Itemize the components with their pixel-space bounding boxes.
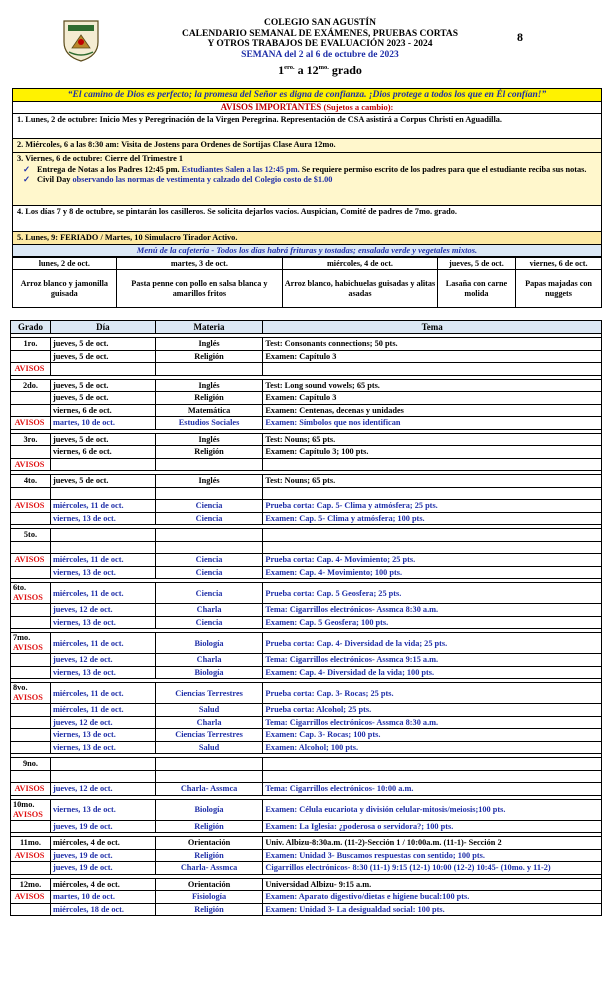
day-cell: jueves, 5 de oct.: [50, 392, 155, 405]
topic-cell: [263, 458, 602, 471]
aviso-item-3: [12, 153, 602, 206]
grade-cell-empty: [11, 654, 51, 667]
day-cell: jueves, 5 de oct.: [50, 475, 155, 488]
table-row: [11, 729, 602, 742]
topic-cell: Prueba corta: Cap. 5- Clima y atmósfera; 25 pts.: [263, 500, 602, 513]
topic-cell: Examen: Célula eucariota y división celular-mitosis/meiosis;100 pts.: [263, 799, 602, 820]
table-row: [11, 666, 602, 679]
day-cell: viernes, 13 de oct.: [50, 512, 155, 525]
aviso-item-1: 1. Lunes, 2 de octubre: Inicio Mes y Peregrinación de la Virgen Peregrina. Representación de CSA asistirá a Corpus Christi en Aguadilla.: [12, 114, 602, 139]
subject-cell: Inglés: [155, 433, 263, 446]
table-row: [11, 487, 602, 500]
grade-cell-empty: [11, 541, 51, 554]
grade-cell-empty: [11, 404, 51, 417]
grade-cell-empty: [11, 604, 51, 617]
subject-cell: [155, 487, 263, 500]
grade-cell: 6to. AVISOS: [11, 583, 51, 604]
subject-cell: Matemática: [155, 404, 263, 417]
avisos-label: AVISOS: [13, 809, 43, 819]
topic-cell: Examen: Alcohol; 100 pts.: [263, 741, 602, 754]
day-cell: viernes, 13 de oct.: [50, 616, 155, 629]
table-row: [11, 566, 602, 579]
aviso-item-3-bullet-1: ✓ Entrega de Notas a los Padres 12:45 pm. Estudiantes Salen a las 12:45 pm. Se requiere permiso escrito de los padres para que el estudiante reciba sus notas.: [23, 164, 587, 174]
avisos-label: AVISOS: [11, 363, 51, 376]
subject-cell: Ciencia: [155, 554, 263, 567]
schedule-body: [11, 334, 602, 916]
avisos-label: AVISOS: [11, 500, 51, 513]
grade-cell-empty: [11, 350, 51, 363]
header-line-3: Y OTROS TRABAJOS DE EVALUACIÓN 2023 - 2024: [207, 39, 433, 49]
avisos-label: AVISOS: [11, 783, 51, 796]
topic-cell: Examen: Cap. 4- Movimiento; 100 pts.: [263, 566, 602, 579]
topic-cell: Prueba corta: Cap. 3- Rocas; 25 pts.: [263, 683, 602, 704]
grade-cell: 8vo. AVISOS: [11, 683, 51, 704]
topic-cell: Examen: Cap. 5 Geosfera; 100 pts.: [263, 616, 602, 629]
day-cell: miércoles, 11 de oct.: [50, 500, 155, 513]
subject-cell: Religión: [155, 820, 263, 833]
topic-cell: Prueba corta: Cap. 5 Geosfera; 25 pts.: [263, 583, 602, 604]
day-cell: viernes, 13 de oct.: [50, 729, 155, 742]
grade-cell: 12mo.: [11, 878, 51, 891]
subject-cell: Ciencias Terrestres: [155, 683, 263, 704]
grade-cell-empty: [11, 666, 51, 679]
table-row: [11, 903, 602, 916]
day-cell: miércoles, 4 de oct.: [50, 837, 155, 850]
grade-range: $1^{ero.}$ a $12^{mo.}$ grado: [278, 63, 362, 77]
day-cell: miércoles, 4 de oct.: [50, 878, 155, 891]
col-header-grado: Grado: [11, 321, 51, 334]
subject-cell: [155, 363, 263, 376]
day-cell: [50, 363, 155, 376]
grade-cell-empty: [11, 716, 51, 729]
grade-cell-empty: [11, 741, 51, 754]
document-header: [120, 18, 520, 76]
avisos-label: AVISOS: [11, 891, 51, 904]
topic-cell: Test: Nouns; 65 pts.: [263, 433, 602, 446]
week-range: SEMANA del 2 al 6 de octubre de 2023: [241, 49, 399, 60]
subject-cell: Estudios Sociales: [155, 417, 263, 430]
subject-cell: Charla- Assmca: [155, 862, 263, 875]
subject-cell: [155, 541, 263, 554]
table-row: [11, 475, 602, 488]
avisos-label: AVISOS: [13, 693, 43, 702]
grade-cell: 2do.: [11, 379, 51, 392]
topic-cell: Examen: Capítulo 3; 100 pts.: [263, 446, 602, 459]
grade-cell: 4to.: [11, 475, 51, 488]
subject-cell: Charla- Assmca: [155, 783, 263, 796]
topic-cell: Test: Nouns; 65 pts.: [263, 475, 602, 488]
topic-cell: [263, 770, 602, 783]
avisos-label: AVISOS: [11, 849, 51, 862]
motto-banner: “El camino de Dios es perfecto; la promesa del Señor es digna de confianza. ¡Dios protege a todos los que en Él confían!”: [12, 88, 602, 102]
grade-cell-empty: [11, 704, 51, 717]
topic-cell: [263, 487, 602, 500]
subject-cell: Orientación: [155, 878, 263, 891]
day-cell: miércoles, 11 de oct.: [50, 583, 155, 604]
day-cell: miércoles, 11 de oct.: [50, 554, 155, 567]
table-row: [11, 837, 602, 850]
col-header-dia: Día: [50, 321, 155, 334]
grade-cell-empty: [11, 729, 51, 742]
grade-cell: 7mo. AVISOS: [11, 633, 51, 654]
subject-cell: Religión: [155, 446, 263, 459]
topic-cell: [263, 541, 602, 554]
topic-cell: Examen: Unidad 3- La desigualdad social: 100 pts.: [263, 903, 602, 916]
avisos-label: AVISOS: [11, 417, 51, 430]
menu-day: jueves, 5 de oct.: [437, 258, 515, 270]
subject-cell: [155, 529, 263, 542]
subject-cell: Inglés: [155, 475, 263, 488]
subject-cell: Biología: [155, 666, 263, 679]
day-cell: jueves, 19 de oct.: [50, 820, 155, 833]
avisos-label: AVISOS: [11, 554, 51, 567]
topic-cell: Prueba corta: Cap. 4- Diversidad de la vida; 25 pts.: [263, 633, 602, 654]
subject-cell: Religión: [155, 350, 263, 363]
subject-cell: [155, 458, 263, 471]
subject-cell: Religión: [155, 903, 263, 916]
table-row: [11, 878, 602, 891]
table-row: [11, 716, 602, 729]
day-cell: jueves, 12 de oct.: [50, 783, 155, 796]
grade-cell-empty: [11, 512, 51, 525]
topic-cell: [263, 758, 602, 771]
table-row: [11, 633, 602, 654]
topic-cell: Prueba corta: Cap. 4- Movimiento; 25 pts.: [263, 554, 602, 567]
day-cell: jueves, 5 de oct.: [50, 338, 155, 351]
day-cell: [50, 529, 155, 542]
subject-cell: Ciencia: [155, 512, 263, 525]
menu-day: miércoles, 4 de oct.: [283, 258, 438, 270]
table-row: [11, 604, 602, 617]
day-cell: martes, 10 de oct.: [50, 417, 155, 430]
table-row: [11, 583, 602, 604]
menu-day: martes, 3 de oct.: [116, 258, 283, 270]
subject-cell: Ciencia: [155, 500, 263, 513]
school-name: COLEGIO SAN AGUSTÍN: [264, 18, 376, 28]
subject-cell: Biología: [155, 633, 263, 654]
table-row: [11, 458, 602, 471]
topic-cell: Test: Long sound vowels; 65 pts.: [263, 379, 602, 392]
day-cell: jueves, 19 de oct.: [50, 849, 155, 862]
day-cell: [50, 758, 155, 771]
subject-cell: Salud: [155, 741, 263, 754]
grade-cell-empty: [11, 566, 51, 579]
table-row: [11, 529, 602, 542]
school-crest-icon: [60, 18, 102, 62]
table-row: [11, 704, 602, 717]
grade-cell-empty: [11, 392, 51, 405]
menu-food: Papas majadas con nuggets: [516, 270, 602, 308]
day-cell: viernes, 6 de oct.: [50, 404, 155, 417]
day-cell: jueves, 12 de oct.: [50, 716, 155, 729]
subject-cell: Fisiología: [155, 891, 263, 904]
table-row: [11, 654, 602, 667]
topic-cell: Cigarrillos electrónicos- 8:30 (11-1) 9:15 (12-1) 10:00 (12-2) 10:45- (10mo. y 11-2): [263, 862, 602, 875]
topic-cell: Examen: Capítulo 3: [263, 392, 602, 405]
topic-cell: Tema: Cigarrillos electrónicos- Assmca 8:30 a.m.: [263, 716, 602, 729]
table-row: [11, 417, 602, 430]
subject-cell: Ciencias Terrestres: [155, 729, 263, 742]
grade-cell: 10mo. AVISOS: [11, 799, 51, 820]
aviso-item-4: 4. Los días 7 y 8 de octubre, se pintarán los casilleros. Se solicita dejarlos vacíos. Auspician, Comité de padres de 7mo. grado.: [12, 206, 602, 232]
table-row: [11, 849, 602, 862]
table-row: [11, 541, 602, 554]
header-line-2: CALENDARIO SEMANAL DE EXÁMENES, PRUEBAS CORTAS: [181, 28, 459, 39]
subject-cell: Ciencia: [155, 583, 263, 604]
day-cell: jueves, 5 de oct.: [50, 350, 155, 363]
subject-cell: [155, 770, 263, 783]
aviso-item-3-head: 3. Viernes, 6 de octubre: Cierre del Trimestre 1: [17, 154, 184, 163]
avisos-title: AVISOS IMPORTANTES (Sujetos a cambio):: [12, 102, 602, 114]
avisos-label: AVISOS: [13, 593, 43, 602]
grade-cell-empty: [11, 770, 51, 783]
page-number: 8: [517, 30, 523, 44]
grade-cell: 5to.: [11, 529, 51, 542]
subject-cell: Religión: [155, 392, 263, 405]
table-row: [11, 862, 602, 875]
topic-cell: Examen: Aparato digestivo/dietas e higiene bucal:100 pts.: [263, 891, 602, 904]
topic-cell: Examen: Cap. 5- Clima y atmósfera; 100 pts.: [263, 512, 602, 525]
col-header-tema: Tema: [263, 321, 602, 334]
subject-cell: Orientación: [155, 837, 263, 850]
check-icon: ✓: [23, 175, 30, 184]
table-row: [11, 379, 602, 392]
subject-cell: Biología: [155, 799, 263, 820]
aviso-item-2: 2. Miércoles, 6 a las 8:30 am: Visita de Jostens para Ordenes de Sortijas Clase Aura 12mo.: [12, 139, 602, 153]
table-row: [11, 446, 602, 459]
table-row: [11, 363, 602, 376]
grade-cell: 9no.: [11, 758, 51, 771]
day-cell: jueves, 12 de oct.: [50, 604, 155, 617]
table-row: [11, 338, 602, 351]
menu-food: Arroz blanco y jamonilla guisada: [13, 270, 117, 308]
day-cell: [50, 487, 155, 500]
topic-cell: Tema: Cigarrillos electrónicos- Assmca 9:15 a.m.: [263, 654, 602, 667]
grade-cell-empty: [11, 820, 51, 833]
topic-cell: Examen: Cap. 4- Diversidad de la vida; 100 pts.: [263, 666, 602, 679]
table-row: [11, 616, 602, 629]
grade-cell-empty: [11, 616, 51, 629]
table-row: [11, 392, 602, 405]
subject-cell: [155, 758, 263, 771]
topic-cell: Examen: Capítulo 3: [263, 350, 602, 363]
table-row: [11, 770, 602, 783]
subject-cell: Charla: [155, 654, 263, 667]
day-cell: viernes, 13 de oct.: [50, 566, 155, 579]
menu-food: Pasta penne con pollo en salsa blanca y amarillos fritos: [116, 270, 283, 308]
topic-cell: Universidad Albizu- 9:15 a.m.: [263, 878, 602, 891]
grade-cell-empty: [11, 446, 51, 459]
day-cell: jueves, 5 de oct.: [50, 433, 155, 446]
menu-day: lunes, 2 de oct.: [13, 258, 117, 270]
day-cell: miércoles, 18 de oct.: [50, 903, 155, 916]
day-cell: miércoles, 11 de oct.: [50, 683, 155, 704]
day-cell: miércoles, 11 de oct.: [50, 633, 155, 654]
col-header-materia: Materia: [155, 321, 263, 334]
topic-cell: Examen: Cap. 3- Rocas; 100 pts.: [263, 729, 602, 742]
day-cell: viernes, 13 de oct.: [50, 799, 155, 820]
cafeteria-menu-title: Menú de la cafetería - Todos los días habrá frituras y tostadas; ensalada verde y vegetales mixtos.: [12, 245, 602, 257]
evaluation-schedule-table: [10, 320, 602, 916]
menu-day: viernes, 6 de oct.: [516, 258, 602, 270]
table-row: [11, 758, 602, 771]
table-row: [11, 683, 602, 704]
day-cell: jueves, 5 de oct.: [50, 379, 155, 392]
schedule-header-row: [11, 321, 602, 334]
topic-cell: Examen: Símbolos que nos identifican: [263, 417, 602, 430]
day-cell: miércoles, 11 de oct.: [50, 704, 155, 717]
topic-cell: Tema: Cigarrillos electrónicos- 10:00 a.m.: [263, 783, 602, 796]
check-icon: ✓: [23, 164, 30, 174]
day-cell: jueves, 19 de oct.: [50, 862, 155, 875]
topic-cell: Test: Consonants connections; 50 pts.: [263, 338, 602, 351]
topic-cell: Examen: Unidad 3- Buscamos respuestas con sentido; 100 pts.: [263, 849, 602, 862]
table-row: [11, 799, 602, 820]
subject-cell: Religión: [155, 849, 263, 862]
menu-food: Arroz blanco, habichuelas guisadas y alitas asadas: [283, 270, 438, 308]
grade-cell: 3ro.: [11, 433, 51, 446]
day-cell: [50, 541, 155, 554]
grade-cell-empty: [11, 862, 51, 875]
subject-cell: Charla: [155, 716, 263, 729]
avisos-label: AVISOS: [11, 458, 51, 471]
topic-cell: Tema: Cigarrillos electrónicos- Assmca 8:30 a.m.: [263, 604, 602, 617]
subject-cell: Inglés: [155, 338, 263, 351]
table-row: [11, 741, 602, 754]
grade-cell-empty: [11, 903, 51, 916]
topic-cell: Examen: Centenas, decenas y unidades: [263, 404, 602, 417]
day-cell: viernes, 13 de oct.: [50, 741, 155, 754]
table-row: [11, 433, 602, 446]
subject-cell: Ciencia: [155, 616, 263, 629]
aviso-item-5: 5. Lunes, 9: FERIADO / Martes, 10 Simulacro Tirador Activo.: [12, 232, 602, 245]
table-row: [11, 350, 602, 363]
subject-cell: Inglés: [155, 379, 263, 392]
table-row: [11, 783, 602, 796]
table-row: [11, 512, 602, 525]
cafeteria-menu-table: [12, 257, 602, 308]
day-cell: viernes, 6 de oct.: [50, 446, 155, 459]
day-cell: [50, 770, 155, 783]
table-row: [11, 891, 602, 904]
subject-cell: Salud: [155, 704, 263, 717]
grade-cell-empty: [11, 487, 51, 500]
aviso-item-3-bullet-2: ✓ Civil Day observando las normas de vestimenta y calzado del Colegio costo de $1.00: [23, 175, 333, 184]
topic-cell: [263, 529, 602, 542]
table-row: [11, 820, 602, 833]
table-row: [11, 500, 602, 513]
table-row: [11, 554, 602, 567]
topic-cell: Examen: La Iglesia: ¿poderosa o servidora?; 100 pts.: [263, 820, 602, 833]
topic-cell: [263, 363, 602, 376]
subject-cell: Ciencia: [155, 566, 263, 579]
day-cell: martes, 10 de oct.: [50, 891, 155, 904]
table-row: [11, 404, 602, 417]
grade-cell: 1ro.: [11, 338, 51, 351]
day-cell: jueves, 12 de oct.: [50, 654, 155, 667]
day-cell: [50, 458, 155, 471]
subject-cell: Charla: [155, 604, 263, 617]
menu-food: Lasaña con carne molida: [437, 270, 515, 308]
topic-cell: Univ. Albizu-8:30a.m. (11-2)-Sección 1 / 10:00a.m. (11-1)- Sección 2: [263, 837, 602, 850]
grade-cell: 11mo.: [11, 837, 51, 850]
avisos-label: AVISOS: [13, 643, 43, 652]
topic-cell: Prueba corta: Alcohol; 25 pts.: [263, 704, 602, 717]
day-cell: viernes, 13 de oct.: [50, 666, 155, 679]
